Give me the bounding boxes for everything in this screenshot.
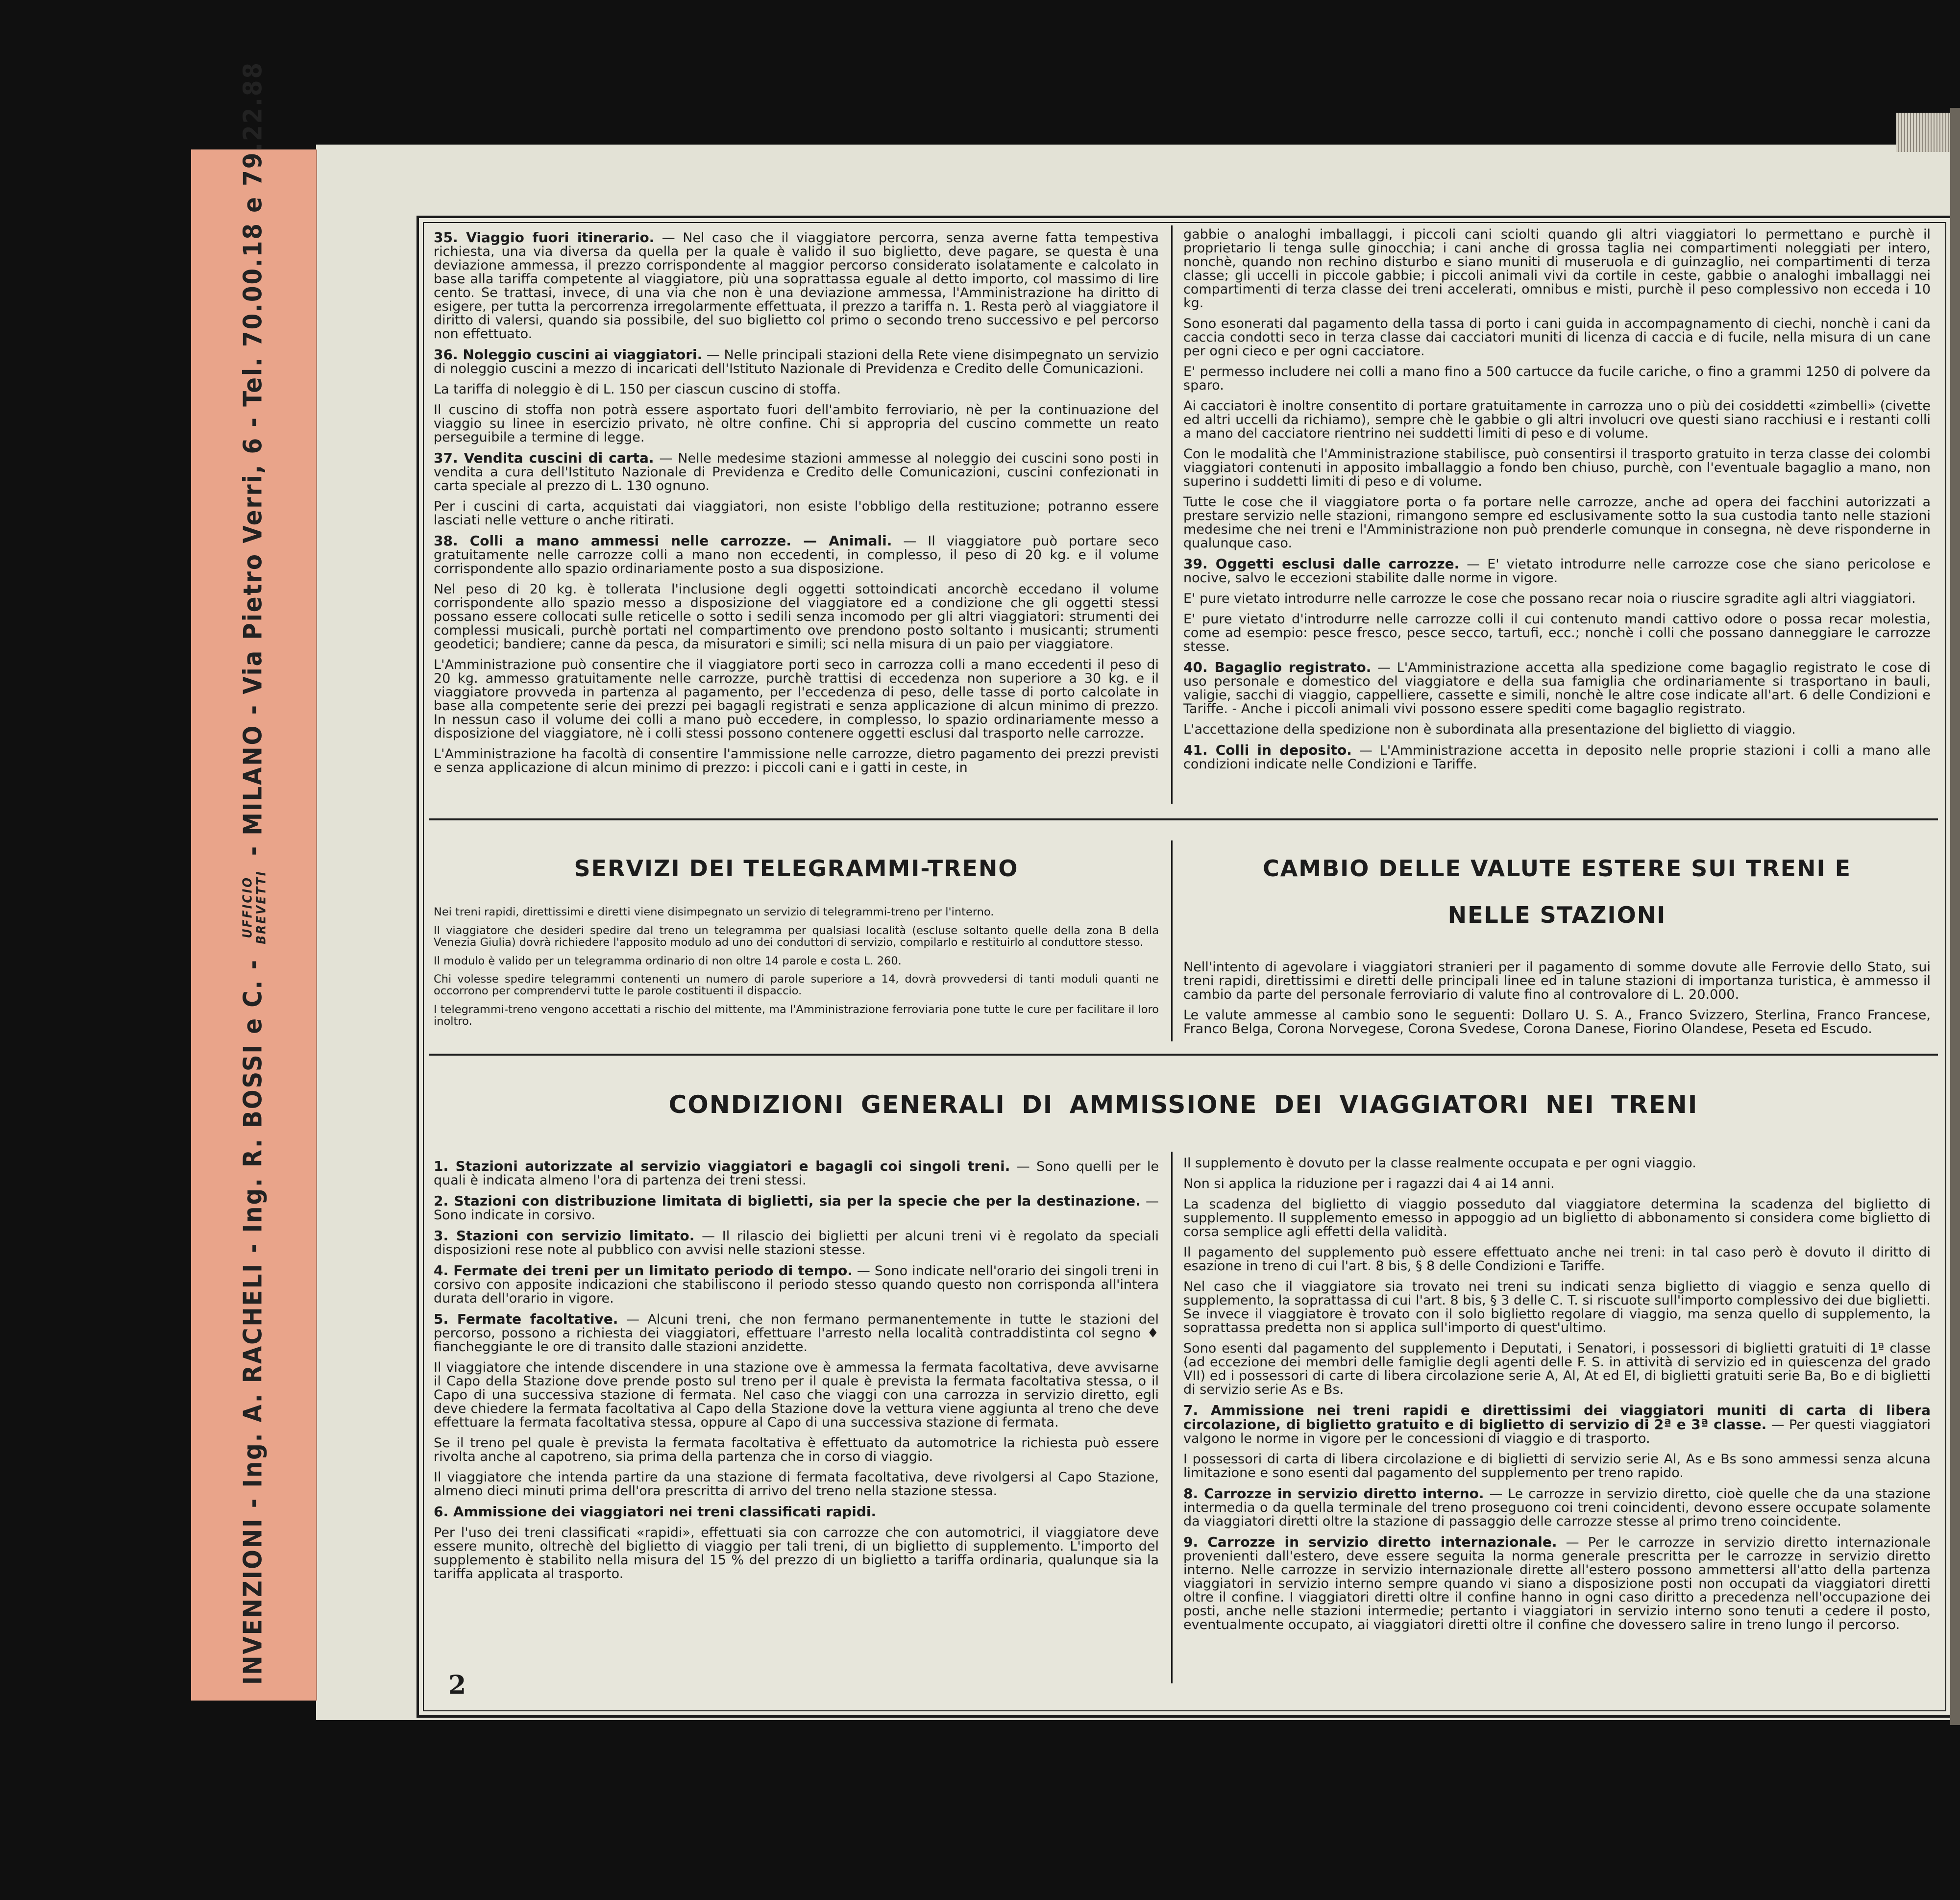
- section-heading: 41. Colli in deposito.: [1183, 742, 1352, 758]
- section-text: — Nelle medesime stazioni ammesse al noleggio dei cuscini sono posti in vendita a cura dell'Istituto Nazionale di Previdenza e Credito delle Comunicazioni, cuscini confezionati in carta speciale al prezzo di L. 130 ognuno.: [434, 451, 1159, 494]
- section-heading: 9. Carrozze in servizio diretto internazionale.: [1183, 1534, 1557, 1550]
- paragraph: [1183, 1177, 1931, 1191]
- section-text: gabbie o analoghi imballaggi, i piccoli cani sciolti quando gli altri viaggiatori lo permettano e purchè il proprietario li tenga sulle ginocchia; i cani anche di grossa taglia nei compartimenti noleggiati per intero, nonchè, quando non rechino disturbo e siano muniti di museruola e di guinzaglio, nei compartimenti di terza classe; gli uccelli in piccole gabbie; i piccoli animali vivi da cortile in ceste, gabbie o analoghi imballaggi nei compartimenti di terza classe dei treni accelerati, omnibus e misti, purchè il peso complessivo non ecceda i 10 kg.: [1183, 227, 1931, 311]
- section-heading: 2. Stazioni con distribuzione limitata di biglietti, sia per la specie che per la destinazione.: [434, 1193, 1141, 1209]
- paragraph: [1183, 1342, 1931, 1397]
- paragraph: [434, 403, 1159, 444]
- paragraph: [1183, 557, 1931, 585]
- paragraph: [434, 1229, 1159, 1257]
- section-heading: 1. Stazioni autorizzate al servizio viaggiatori e bagagli coi singoli treni.: [434, 1158, 1010, 1174]
- paragraph: [1183, 1535, 1931, 1632]
- section-heading: 35. Viaggio fuori itinerario.: [434, 229, 655, 246]
- general-conditions-left-column: [434, 1157, 1159, 1588]
- general-conditions-title: CONDIZIONI GENERALI DI AMMISSIONE DEI VIAGGIATORI NEI TRENI: [668, 1090, 1698, 1119]
- section-text: — E' vietato introdurre nelle carrozze cose che siano pericolose e nocive, salvo le eccezioni stabilite dalle norme in vigore.: [1183, 557, 1931, 586]
- right-page-edge: [1950, 108, 1960, 1725]
- paragraph: [434, 231, 1159, 341]
- timetable-page: [416, 216, 1953, 1718]
- section-text: — Le carrozze in servizio diretto, cioè quelle che da una stazione intermedia o da quella terminale del treno proseguono coi treni coincidenti, devono essere occupate solamente da viaggiatori diretti oltre la stazione di passaggio delle carrozze stesse al primo treno coincidente.: [1183, 1486, 1931, 1529]
- paragraph: [1183, 661, 1931, 716]
- paragraph: [1183, 1157, 1931, 1170]
- paragraph: [1183, 743, 1931, 771]
- section-text: L'Amministrazione ha facoltà di consentire l'ammissione nelle carrozze, dietro pagamento dei prezzi previsti e senza applicazione di alcun minimo di prezzo: i piccoli cani e i gatti in ceste, in: [434, 746, 1159, 775]
- section-text: Sono esenti dal pagamento del supplemento i Deputati, i Senatori, i possessori di biglietti gratuiti di 1ª classe (ad eccezione dei membri delle famiglie degli agenti delle F. S. in attività di servizio ed in quiescenza del grado VII) ed i possessori di carte di libera circolazione serie A, Al, At ed El, di biglietti gratuiti serie Ba, Bo e di biglietti di servizio serie As e Bs.: [1183, 1341, 1931, 1397]
- bottom-column-divider: [1171, 1152, 1173, 1683]
- section-text: — Per le carrozze in servizio diretto internazionale provenienti dall'estero, deve essere seguita la norma generale prescritta per le carrozze in servizio diretto interno. Nelle carrozze in servizio internazionale dirette all'estero possono ammettersi all'atto della partenza viaggiatori in servizio interno sempre quando vi siano a disposizione posti non occupati da viaggiatori diretti oltre il confine. I viaggiatori diretti oltre il confine hanno in ogni caso diritto a precedenza nell'occupazione dei posti, anche nelle stazioni intermedie; pertanto i viaggiatori in servizio interno sono tenuti a cedere il posto, eventualmente occupato, ai viaggiatori diretti oltre il confine che dovessero salire in treno lungo il percorso.: [1183, 1535, 1931, 1632]
- section-heading: 6. Ammissione dei viaggiatori nei treni classificati rapidi.: [434, 1504, 877, 1520]
- section-heading: 4. Fermate dei treni per un limitato periodo di tempo.: [434, 1262, 853, 1279]
- section-text: — Per questi viaggiatori valgono le norme in vigore per le concessioni di viaggio e di trasporto.: [1183, 1417, 1931, 1446]
- paragraph: [434, 1361, 1159, 1430]
- section-text: — Nel caso che il viaggiatore percorra, senza averne fatta tempestiva richiesta, una via diversa da quella per la quale è valido il suo biglietto, deve pagare, se questa è una deviazione ammessa, il prezzo corrispondente al maggior percorso considerato isolatamente e calcolato in base alla tariffa competente al viaggiatore, più una soprattassa eguale al detto importo, col massimo di lire cento. Se trattasi, invece, di una via che non è una deviazione ammessa, l'Amministrazione ha diritto di esigere, per tutta la percorrenza irregolarmente effettuata, il prezzo a tariffa n. 1. Resta però al viaggiatore il diritto di valersi, quando sia possibile, del suo biglietto col primo o secondo treno successivo e pel percorso non effettuato.: [434, 230, 1159, 342]
- paragraph: Nei treni rapidi, direttissimi e diretti viene disimpegnato un servizio di telegrammi-treno per l'interno.: [434, 906, 994, 918]
- paragraph: [1183, 447, 1931, 489]
- section-text: Ai cacciatori è inoltre consentito di portare gratuitamente in carrozza uno o più dei cosiddetti «zimbelli» (civette ed altri uccelli da richiamo), sempre chè le gabbie o gli altri involucri ove questi siano racchiusi e i restanti colli a mano del cacciatore rientrino nei suddetti limiti di peso e di volume.: [1183, 398, 1931, 441]
- paragraph: [1183, 1198, 1931, 1239]
- paragraph: [1183, 592, 1931, 606]
- paragraph: [434, 1526, 1159, 1581]
- telegram-service-text: [434, 907, 1159, 1035]
- top-horizontal-rule: [429, 818, 1938, 820]
- paragraph: [434, 500, 1159, 527]
- paragraph: [1183, 1246, 1931, 1273]
- top-right-column: [1183, 228, 1931, 778]
- section-heading: 5. Fermate facoltative.: [434, 1311, 618, 1327]
- paragraph: [1183, 723, 1931, 737]
- section-text: E' pure vietato introdurre nelle carrozze le cose che possano recar noia o riuscire sgradite agli altri viaggiatori.: [1183, 591, 1916, 606]
- paragraph: Chi volesse spedire telegrammi contenenti un numero di parole superiore a 14, dovrà provvedersi di tanti moduli quanti ne occorrono per comprendervi tutte le parole costituenti il dispaccio.: [434, 973, 1159, 998]
- paragraph: [434, 1436, 1159, 1464]
- section-text: — L'Amministrazione accetta alla spedizione come bagaglio registrato le cose di uso personale e domestico del viaggiatore e della sua famiglia che ordinariamente si trasportano in bauli, valigie, sacchi di viaggio, cappelliere, cassette e simili, nonchè le altre cose indicate all'art. 6 delle Condizioni e Tariffe. - Anche i piccoli animali vivi possono essere spediti come bagaglio registrato.: [1183, 660, 1931, 716]
- section-text: Il cuscino di stoffa non potrà essere asportato fuori dell'ambito ferroviario, nè per la continuazione del viaggio su linee in esercizio privato, nè oltre confine. Chi si appropria del cuscino commette un reato perseguibile a termine di legge.: [434, 402, 1159, 445]
- section-heading: 7. Ammissione nei treni rapidi e direttissimi dei viaggiatori muniti di carta di libera circolazione, di biglietto gratuito e di biglietto di servizio di 2ª e 3ª classe.: [1183, 1402, 1931, 1432]
- section-text: Se il treno pel quale è prevista la fermata facoltativa è effettuato da automotrice la richiesta può essere rivolta anche al capotreno, sia prima della partenza che in corso di viaggio.: [434, 1435, 1159, 1464]
- section-text: Per l'uso dei treni classificati «rapidi», effettuati sia con carrozze che con automotrici, il viaggiatore deve essere munito, oltrechè del biglietto di viaggio per tali treni, di un biglietto di supplemento. L'importo del supplemento è stabilito nella misura del 15 % del prezzo di un biglietto a tariffa ordinaria, qualunque sia la tariffa applicata al trasporto.: [434, 1525, 1159, 1581]
- paragraph: [1183, 317, 1931, 358]
- currency-exchange-text: [1183, 961, 1931, 1043]
- paragraph: [434, 1194, 1159, 1222]
- section-text: — Nelle principali stazioni della Rete viene disimpegnato un servizio di noleggio cuscini a mezzo di incaricati dell'Istituto Nazionale di Previdenza e Credito delle Comunicazioni.: [434, 347, 1159, 376]
- paragraph: Il modulo è valido per un telegramma ordinario di non oltre 14 parole e costa L. 260.: [434, 954, 902, 967]
- paragraph: [434, 583, 1159, 651]
- middle-column-divider: [1171, 840, 1173, 1041]
- section-text: — Il viaggiatore può portare seco gratuitamente nelle carrozze colli a mano non eccedenti, in complesso, il peso di 20 kg. e il volume corrispondente allo spazio ordinariamente posto a sua disposizione.: [434, 534, 1159, 576]
- paragraph: [1183, 399, 1931, 441]
- section-text: — L'Amministrazione accetta in deposito nelle proprie stazioni i colli a mano alle condizioni indicate nelle Condizioni e Tariffe.: [1183, 743, 1931, 772]
- section-heading: 8. Carrozze in servizio diretto interno.: [1183, 1485, 1484, 1502]
- section-text: Nel caso che il viaggiatore sia trovato nei treni su indicati senza biglietto di viaggio e senza quello di supplemento, la soprattassa di cui l'art. 8 bis, § 3 delle C. T. si riscuote sull'importo complessivo dei due biglietti. Se invece il viaggiatore è trovato con il solo biglietto regolare di viaggio, ma senza quello di supplemento, la soprattassa predetta non si applica sull'importo di quest'ultimo.: [1183, 1279, 1931, 1335]
- top-column-divider: [1171, 225, 1173, 804]
- paragraph: [434, 534, 1159, 576]
- paragraph: Nell'intento di agevolare i viaggiatori stranieri per il pagamento di somme dovute alle Ferrovie dello Stato, sui treni rapidi, direttissimi e diretti delle principali linee ed in talune stazioni di importanza turistica, è ammesso il cambio da parte del personale ferroviario di valute fino al controvalore di L. 20.000.: [1183, 960, 1931, 1002]
- section-text: — Sono indicate nell'orario dei singoli treni in corsivo con apposite indicazioni che stabiliscono il periodo stesso quando questo non corrisponda all'intera durata dell'orario in vigore.: [434, 1263, 1159, 1306]
- section-heading: 38. Colli a mano ammessi nelle carrozze. — Animali.: [434, 533, 892, 549]
- paragraph: [434, 451, 1159, 493]
- paragraph: [1183, 365, 1931, 393]
- section-text: Il pagamento del supplemento può essere effettuato anche nei treni: in tal caso però è dovuto il diritto di esazione in treno di cui l'art. 8 bis, § 8 delle Condizioni e Tariffe.: [1183, 1245, 1931, 1274]
- paragraph: [1183, 1487, 1931, 1529]
- top-left-column: [434, 228, 1159, 782]
- paragraph: I telegrammi-treno vengono accettati a rischio del mittente, ma l'Amministrazione ferroviaria pone tutte le cure per facilitare il loro inoltro.: [434, 1003, 1159, 1028]
- telegram-service-title: SERVIZI DEI TELEGRAMMI-TRENO: [574, 855, 1019, 882]
- section-heading: 39. Oggetti esclusi dalle carrozze.: [1183, 556, 1460, 572]
- section-text: Il supplemento è dovuto per la classe realmente occupata e per ogni viaggio.: [1183, 1156, 1696, 1171]
- section-text: La scadenza del biglietto di viaggio posseduto dal viaggiatore determina la scadenza del biglietto di supplemento. Il supplemento emesso in appoggio ad un biglietto di abbonamento si considera come biglietto di corsa semplice agli effetti della validità.: [1183, 1197, 1931, 1239]
- section-text: Il viaggiatore che intenda partire da una stazione di fermata facoltativa, deve rivolgersi al Capo Stazione, almeno dieci minuti prima dell'ora prescritta di arrivo del treno nella stazione stessa.: [434, 1470, 1159, 1499]
- currency-exchange-title-line1: CAMBIO DELLE VALUTE ESTERE SUI TRENI E: [1262, 855, 1852, 882]
- spine-text-left: INVENZIONI - Ing. A. RACHELI - Ing. R. BOSSI e C. -: [238, 958, 268, 1685]
- paragraph: [434, 1160, 1159, 1187]
- section-text: L'accettazione della spedizione non è subordinata alla presentazione del biglietto di viaggio.: [1183, 722, 1796, 737]
- section-text: — Alcuni treni, che non fermano permanentemente in tutte le stazioni del percorso, possono a richiesta dei viaggiatori, effettuare l'arresto nella località contraddistinta col segno ♦ fiancheggiante le ore di transito dalle stazioni anzidette.: [434, 1312, 1159, 1355]
- middle-horizontal-rule: [429, 1054, 1938, 1056]
- paragraph: [434, 1312, 1159, 1354]
- paragraph: [1183, 613, 1931, 654]
- paragraph: [434, 383, 1159, 396]
- section-heading: 37. Vendita cuscini di carta.: [434, 450, 654, 466]
- section-heading: 40. Bagaglio registrato.: [1183, 659, 1372, 675]
- paragraph: [434, 1471, 1159, 1498]
- spine-advertisement: [238, 61, 269, 1685]
- section-text: — Sono indicate in corsivo.: [434, 1194, 1159, 1223]
- currency-exchange-title-line2: NELLE STAZIONI: [1447, 902, 1666, 928]
- paragraph: [1183, 1453, 1931, 1480]
- section-text: Il viaggiatore che intende discendere in una stazione ove è ammessa la fermata facoltativa, deve avvisarne il Capo della Stazione dove prende posto sul treno per il quale è prevista la fermata facoltativa stessa, o il Capo di una successiva stazione di fermata. Nel caso che viaggi con una carrozza in servizio diretto, egli deve chiedere la fermata facoltativa al Capo della Stazione dove la vettura viene aggiunta al treno che deve effettuare la fermata facoltativa stessa, oppure al Capo di una successiva stazione di fermata.: [434, 1360, 1159, 1430]
- section-heading: 3. Stazioni con servizio limitato.: [434, 1228, 695, 1244]
- spine-text-right: - MILANO - Via Pietro Verri, 6 - Tel. 70.00.18 e 79.22.88: [238, 61, 268, 856]
- section-text: Sono esonerati dal pagamento della tassa di porto i cani guida in accompagnamento di ciechi, nonchè i cani da caccia condotti seco in terza classe dai cacciatori muniti di licenza di caccia e di fucile, nella misura di un cane per ogni cieco e per ogni cacciatore.: [1183, 316, 1931, 359]
- section-text: I possessori di carta di libera circolazione e di biglietti di servizio serie Al, As e Bs sono ammessi senza alcuna limitazione e sono esenti dal pagamento del supplemento per treno rapido.: [1183, 1452, 1931, 1481]
- section-text: — Sono quelli per le quali è indicata almeno l'ora di partenza dei treni stessi.: [434, 1159, 1159, 1188]
- section-text: Non si applica la riduzione per i ragazzi dai 4 ai 14 anni.: [1183, 1176, 1555, 1191]
- paragraph: [434, 348, 1159, 376]
- spine-ufficio-brevetti: UFFICIO BREVETTI: [240, 870, 269, 944]
- section-text: Tutte le cose che il viaggiatore porta o fa portare nelle carrozze, anche ad opera dei facchini autorizzati a prestare servizio nelle stazioni, rimangono sempre ed esclusivamente sotto la sua custodia tanto nelle stazioni medesime che nei treni e l'Amministrazione non può prenderle comunque in consegna, nè deve risponderne in qualunque caso.: [1183, 494, 1931, 551]
- paragraph: [1183, 228, 1931, 310]
- paragraph: [434, 658, 1159, 740]
- section-text: — Il rilascio dei biglietti per alcuni treni vi è regolato da speciali disposizioni rese note al pubblico con avvisi nelle stazioni stesse.: [434, 1229, 1159, 1258]
- paragraph: [434, 1505, 1159, 1519]
- page-number: 2: [448, 1670, 466, 1700]
- paragraph: [1183, 495, 1931, 550]
- general-conditions-right-column: [1183, 1157, 1931, 1639]
- paragraph: [1183, 1280, 1931, 1335]
- section-text: L'Amministrazione può consentire che il viaggiatore porti seco in carrozza colli a mano eccedenti il peso di 20 kg. ammesso gratuitamente nelle carrozze, purchè trattisi di eccedenza non superiore a 30 kg. e il viaggiatore provveda in partenza al pagamento, per l'eccedenza di peso, delle tasse di porto calcolate in base alla competente serie dei prezzi pei bagagli registrati e senza applicazione di alcun minimo di prezzo. In nessun caso il volume dei colli a mano può eccedere, in complesso, lo spazio ordinariamente messo a disposizione del viaggiatore, nè i colli stessi possono contenere oggetti esclusi dal trasporto nelle carrozze.: [434, 657, 1159, 741]
- section-text: E' pure vietato d'introdurre nelle carrozze colli il cui contenuto mandi cattivo odore o possa recar molestia, come ad esempio: pesce fresco, pesce secco, tartufi, ecc.; nonchè i colli che possano danneggiare le carrozze stesse.: [1183, 612, 1931, 654]
- paragraph: [1183, 1404, 1931, 1446]
- paragraph: Le valute ammesse al cambio sono le seguenti: Dollaro U. S. A., Franco Svizzero, Sterlina, Franco Francese, Franco Belga, Corona Norvegese, Corona Svedese, Corona Danese, Fiorino Olandese, Peseta ed Escudo.: [1183, 1008, 1931, 1036]
- paragraph: [434, 1264, 1159, 1306]
- paragraph: Il viaggiatore che desideri spedire dal treno un telegramma per qualsiasi località (escluse soltanto quelle della zona B della Venezia Giulia) dovrà richiedere l'apposito modulo ad uno dei conduttori di servizio, compilarlo e restituirlo al conduttore stesso.: [434, 924, 1159, 949]
- section-text: Nel peso di 20 kg. è tollerata l'inclusione degli oggetti sottoindicati ancorchè eccedano il volume corrispondente allo spazio messo a disposizione del viaggiatore ed a condizione che gli oggetti stessi possano essere collocati sulle reticelle o sotto i sedili senza incomodo per gli altri viaggiatori: strumenti dei complessi musicali, purchè portati nel compartimento ove prendono posto soltanto i musicanti; strumenti geodetici; bandiere; canne da pesca, da misuratori e simili; sci nella misura di un paio per viaggiatore.: [434, 582, 1159, 652]
- section-text: Per i cuscini di carta, acquistati dai viaggiatori, non esiste l'obbligo della restituzione; potranno essere lasciati nelle vetture o anche ritirati.: [434, 499, 1159, 528]
- section-text: Con le modalità che l'Amministrazione stabilisce, può consentirsi il trasporto gratuito in terza classe dei colombi viaggiatori contenuti in apposito imballaggio a fondo ben chiuso, purchè, con l'eventuale bagaglio a mano, non superino i suddetti limiti di peso e di volume.: [1183, 446, 1931, 489]
- section-heading: 36. Noleggio cuscini ai viaggiatori.: [434, 346, 703, 363]
- section-text: E' permesso includere nei colli a mano fino a 500 cartucce da fucile cariche, o fino a grammi 1250 di polvere da sparo.: [1183, 364, 1931, 393]
- paragraph: [434, 747, 1159, 775]
- section-text: La tariffa di noleggio è di L. 150 per ciascun cuscino di stoffa.: [434, 382, 841, 397]
